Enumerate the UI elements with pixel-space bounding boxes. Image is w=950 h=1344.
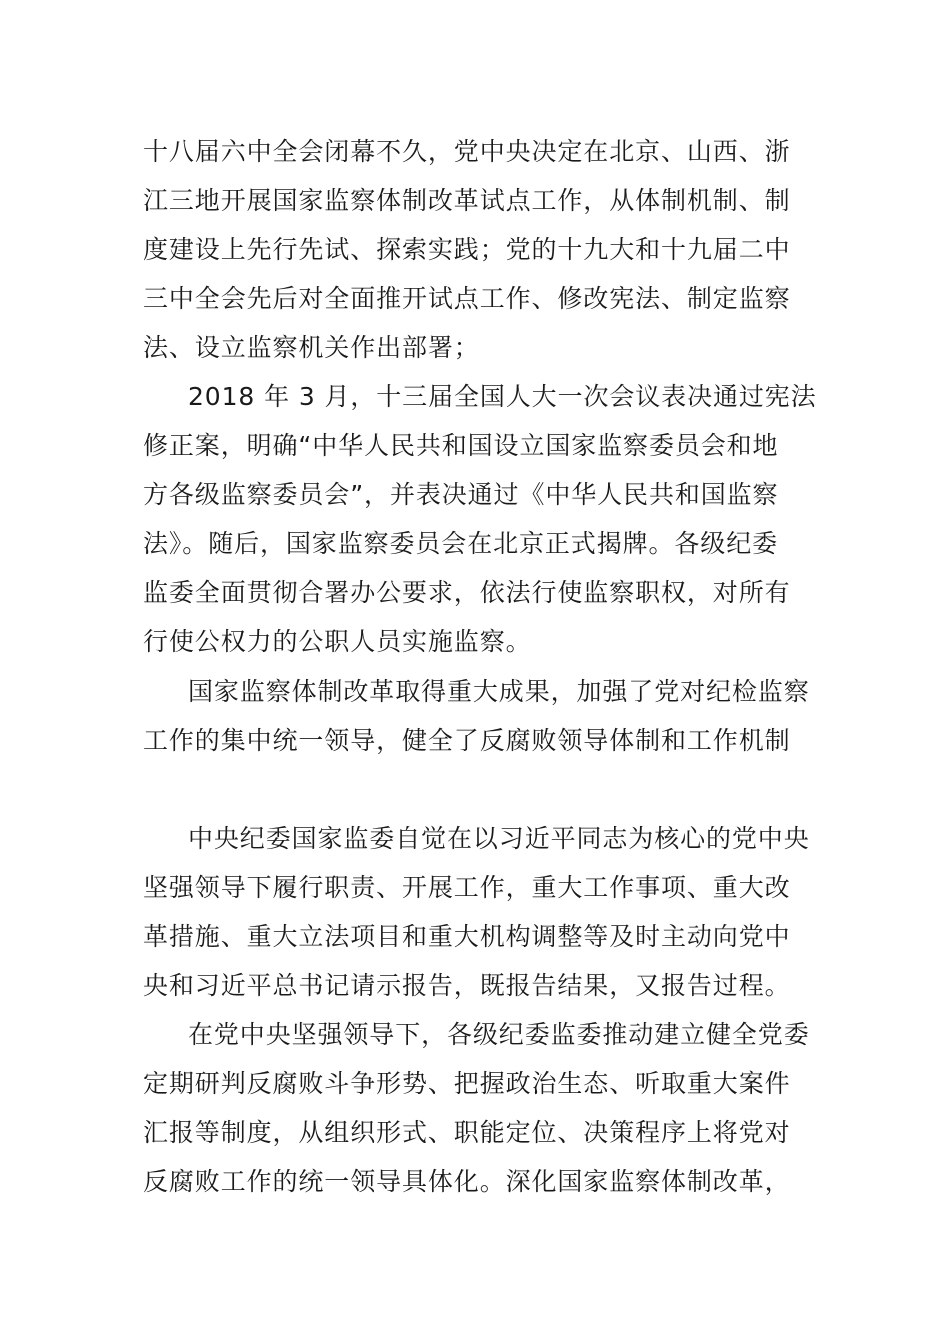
- paragraph-1-line-5: 法、设立监察机关作出部署；: [143, 333, 480, 362]
- paragraph-3-line-1: 国家监察体制改革取得重大成果，加强了党对纪检监察: [188, 677, 810, 706]
- paragraph-4-line-1: 中央纪委国家监委自觉在以习近平同志为核心的党中央: [188, 824, 810, 853]
- paragraph-2-line-3: 方各级监察委员会”，并表决通过《中华人民共和国监察: [143, 480, 779, 509]
- paragraph-4-line-2: 坚强领导下履行职责、开展工作，重大工作事项、重大改: [143, 873, 791, 902]
- paragraph-1-line-1: 十八届六中全会闭幕不久，党中央决定在北京、山西、浙: [143, 137, 791, 166]
- paragraph-5-line-2: 定期研判反腐败斗争形势、把握政治生态、听取重大案件: [143, 1069, 791, 1098]
- paragraph-4-line-3: 革措施、重大立法项目和重大机构调整等及时主动向党中: [143, 922, 791, 951]
- paragraph-5-line-3: 汇报等制度，从组织形式、职能定位、决策程序上将党对: [143, 1118, 791, 1147]
- paragraph-2-line-2: 修正案，明确“中华人民共和国设立国家监察委员会和地: [143, 431, 779, 460]
- paragraph-2-line-5: 监委全面贯彻合署办公要求，依法行使监察职权，对所有: [143, 578, 791, 607]
- paragraph-2-line-4: 法》。随后，国家监察委员会在北京正式揭牌。各级纪委: [143, 529, 779, 558]
- paragraph-2-line-6: 行使公权力的公职人员实施监察。: [143, 627, 532, 656]
- paragraph-4-line-4: 央和习近平总书记请示报告，既报告结果，又报告过程。: [143, 971, 791, 1000]
- paragraph-1-line-2: 江三地开展国家监察体制改革试点工作，从体制机制、制: [143, 186, 791, 215]
- paragraph-3-line-2: 工作的集中统一领导，健全了反腐败领导体制和工作机制: [143, 726, 791, 755]
- paragraph-5-line-1: 在党中央坚强领导下，各级纪委监委推动建立健全党委: [188, 1020, 810, 1049]
- paragraph-2-line-1: 2018 年 3 月，十三届全国人大一次会议表决通过宪法: [188, 382, 817, 411]
- paragraph-5-line-4: 反腐败工作的统一领导具体化。深化国家监察体制改革，: [143, 1167, 791, 1196]
- paragraph-1-line-4: 三中全会先后对全面推开试点工作、修改宪法、制定监察: [143, 284, 791, 313]
- paragraph-1-line-3: 度建设上先行先试、探索实践；党的十九大和十九届二中: [143, 235, 791, 264]
